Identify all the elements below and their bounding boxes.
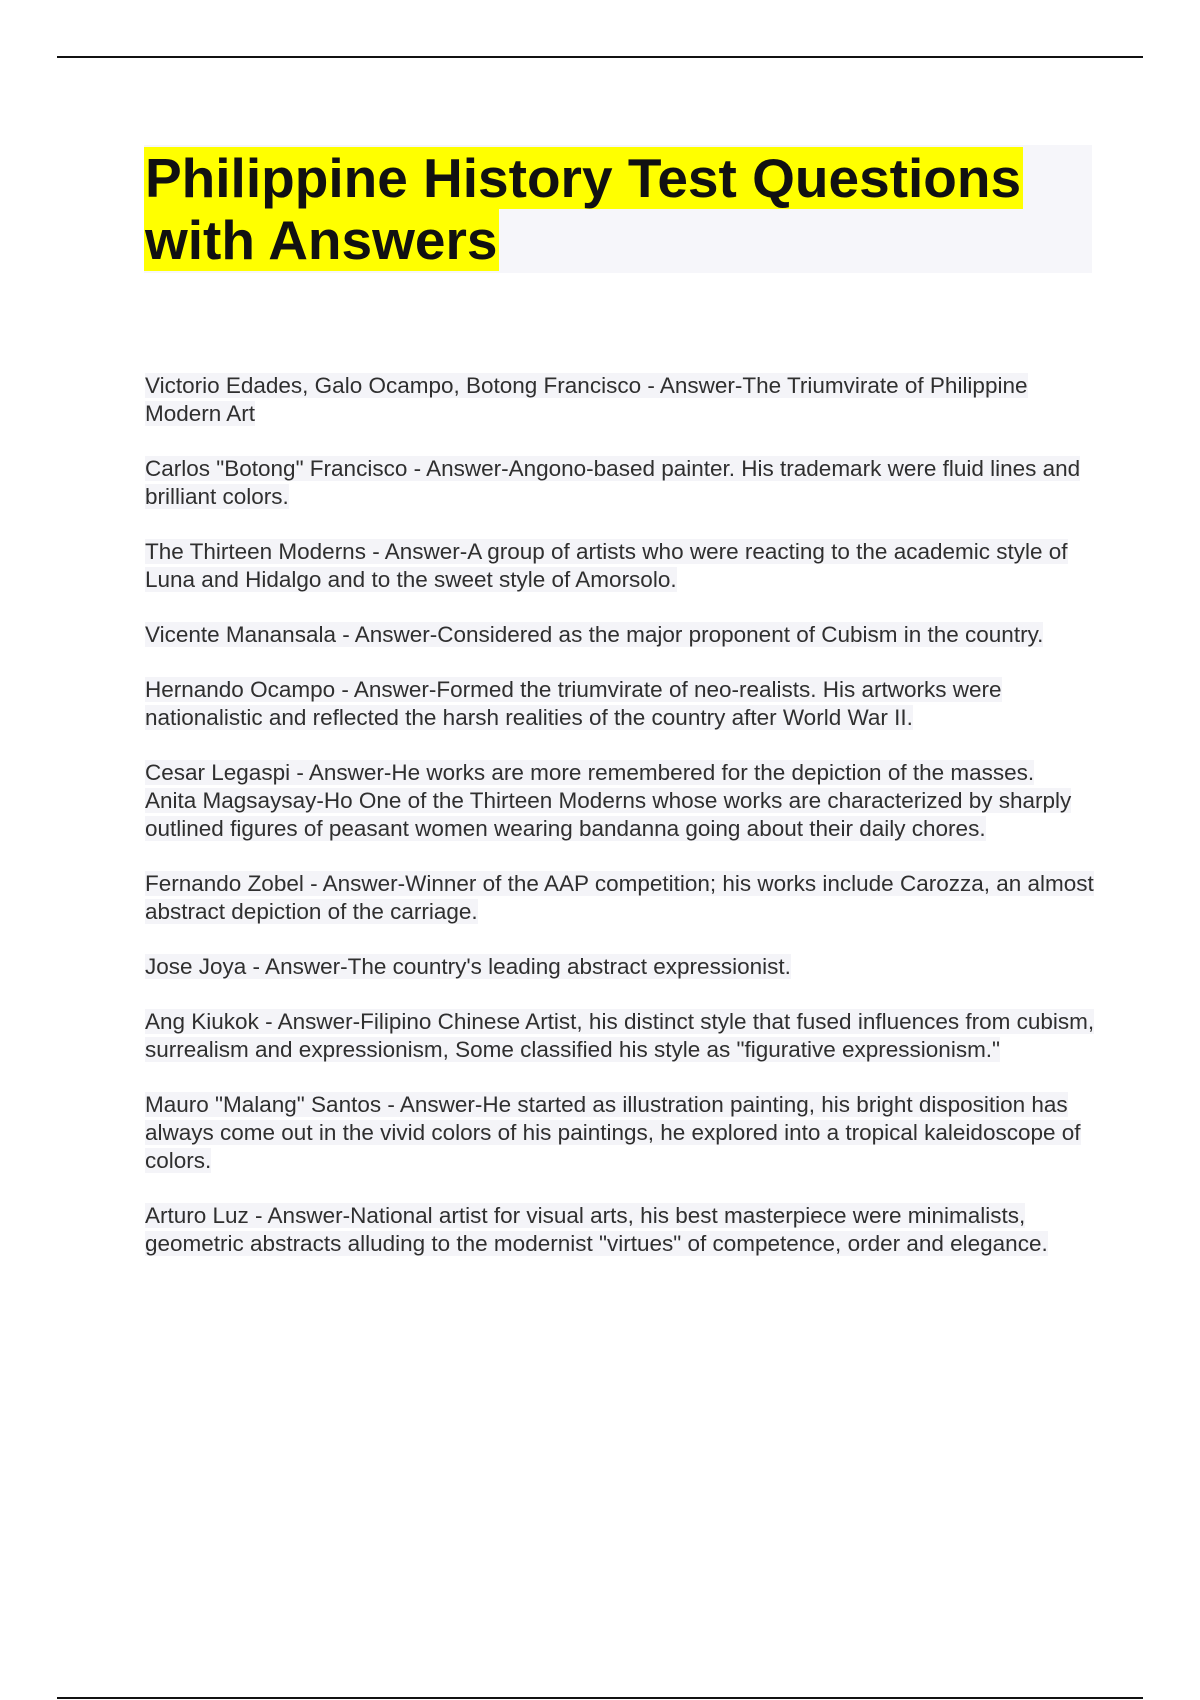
qa-text: Fernando Zobel - Answer-Winner of the AAP competition; his works include Carozza, an almost abstract depiction of the carriage.	[145, 871, 1094, 924]
title-block	[144, 145, 1092, 273]
qa-item	[145, 1008, 1095, 1064]
qa-item	[145, 787, 1095, 843]
qa-item	[145, 538, 1095, 594]
qa-item	[145, 455, 1095, 511]
qa-text: Vicente Manansala - Answer-Considered as the major proponent of Cubism in the country.	[145, 622, 1044, 647]
qa-list	[145, 372, 1095, 1285]
qa-text: Hernando Ocampo - Answer-Formed the triumvirate of neo-realists. His artworks were nationalistic and reflected the harsh realities of the country after World War II.	[145, 677, 1002, 730]
qa-item	[145, 621, 1095, 649]
bottom-rule	[57, 1697, 1143, 1699]
qa-item	[145, 1091, 1095, 1175]
qa-text: Carlos "Botong" Francisco - Answer-Angono-based painter. His trademark were fluid lines and brilliant colors.	[145, 456, 1081, 509]
top-rule	[57, 56, 1143, 58]
qa-text: Victorio Edades, Galo Ocampo, Botong Francisco - Answer-The Triumvirate of Philippine Modern Art	[145, 373, 1028, 426]
qa-item	[145, 372, 1095, 428]
qa-item	[145, 953, 1095, 981]
qa-item	[145, 870, 1095, 926]
qa-text: Mauro "Malang" Santos - Answer-He started as illustration painting, his bright disposition has always come out in the vivid colors of his paintings, he explored into a tropical kaleidoscope of colors.	[145, 1092, 1081, 1173]
qa-text: Ang Kiukok - Answer-Filipino Chinese Artist, his distinct style that fused influences from cubism, surrealism and expressionism, Some classified his style as "figurative expressionism."	[145, 1009, 1095, 1062]
qa-item	[145, 676, 1095, 732]
page-title-text: Philippine History Test Questions with Answers	[145, 147, 1022, 271]
qa-text: Jose Joya - Answer-The country's leading abstract expressionist.	[145, 954, 791, 979]
qa-item	[145, 759, 1095, 787]
qa-text: Arturo Luz - Answer-National artist for visual arts, his best masterpiece were minimalists, geometric abstracts alluding to the modernist "virtues" of competence, order and elegance.	[145, 1203, 1048, 1256]
qa-text: Cesar Legaspi - Answer-He works are more remembered for the depiction of the masses.	[145, 760, 1035, 785]
qa-text: The Thirteen Moderns - Answer-A group of artists who were reacting to the academic style of Luna and Hidalgo and to the sweet style of Amorsolo.	[145, 539, 1068, 592]
qa-text: Anita Magsaysay-Ho One of the Thirteen Moderns whose works are characterized by sharply outlined figures of peasant women wearing bandanna going about their daily chores.	[145, 788, 1072, 841]
qa-item	[145, 1202, 1095, 1258]
page-title	[144, 145, 1092, 271]
